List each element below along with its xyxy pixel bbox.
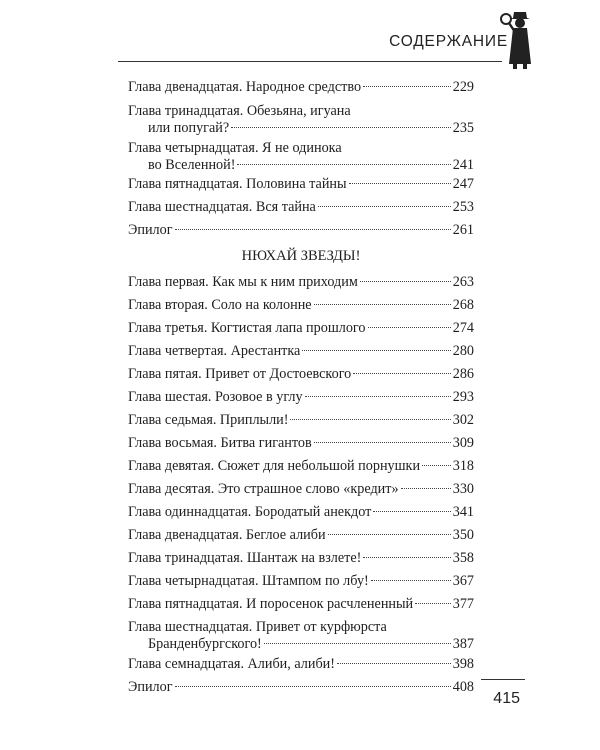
toc-entry-title-cont: Бранденбургского!	[148, 636, 262, 652]
toc-entry-page: 367	[452, 573, 474, 589]
toc-entry-title: Глава шестая. Розовое в углу	[128, 389, 303, 405]
toc-entry[interactable]	[128, 656, 474, 673]
toc-entry-page: 309	[452, 435, 474, 451]
toc-entry-title-cont: во Вселенной!	[148, 157, 236, 173]
toc-entry-page: 241	[452, 157, 474, 173]
toc-entry-page: 358	[452, 550, 474, 566]
toc-entry[interactable]	[128, 366, 474, 383]
toc-entry-title: Эпилог	[128, 222, 173, 238]
toc-entry-title: Глава тринадцатая. Шантаж на взлете!	[128, 550, 362, 566]
toc-entry-title: Глава девятая. Сюжет для небольшой порнушки	[128, 458, 421, 474]
toc-entry[interactable]	[128, 435, 474, 452]
toc-entry-title: Глава пятнадцатая. Половина тайны	[128, 176, 347, 192]
toc-entry-title: Глава пятая. Привет от Достоевского	[128, 366, 352, 382]
toc-entry[interactable]	[128, 222, 474, 239]
toc-entry-title: Глава шестнадцатая. Вся тайна	[128, 199, 316, 215]
toc-entry-title: Глава четырнадцатая. Штампом по лбу!	[128, 573, 369, 589]
toc-entry-page: 286	[452, 366, 474, 382]
toc-entry[interactable]	[128, 679, 474, 696]
page-number: 415	[493, 690, 520, 707]
toc-entry-page: 408	[452, 679, 474, 695]
toc-entry-page: 247	[452, 176, 474, 192]
toc-entry-title: Глава седьмая. Приплыли!	[128, 412, 289, 428]
toc-entry[interactable]	[128, 140, 474, 174]
toc-entry-title: Глава тринадцатая. Обезьяна, игуана	[128, 103, 351, 119]
header-title: СОДЕРЖАНИЕ	[389, 33, 508, 50]
toc-entry[interactable]	[128, 412, 474, 429]
toc-entry[interactable]	[128, 297, 474, 314]
toc-entry-page: 341	[452, 504, 474, 520]
toc-entry[interactable]	[128, 527, 474, 544]
toc-entry[interactable]	[128, 320, 474, 337]
toc-entry[interactable]	[128, 176, 474, 193]
toc-entry-title: Глава двенадцатая. Народное средство	[128, 79, 362, 95]
toc-entry-title: Глава четвертая. Арестантка	[128, 343, 301, 359]
toc-entry[interactable]	[128, 458, 474, 475]
toc-entry-page: 398	[452, 656, 474, 672]
toc-entry[interactable]	[128, 596, 474, 613]
toc-entry-page: 268	[452, 297, 474, 313]
toc-entry-title: Глава вторая. Соло на колонне	[128, 297, 312, 313]
header-rule	[118, 61, 502, 62]
toc-entry-page: 318	[452, 458, 474, 474]
toc-entry-page: 263	[452, 274, 474, 290]
toc-entry[interactable]	[128, 573, 474, 590]
toc-entry-page: 330	[452, 481, 474, 497]
toc-entry[interactable]	[128, 504, 474, 521]
toc-entry-title: Глава восьмая. Битва гигантов	[128, 435, 312, 451]
toc-entry-title: Глава одиннадцатая. Бородатый анекдот	[128, 504, 372, 520]
toc-entry-title: Глава первая. Как мы к ним приходим	[128, 274, 358, 290]
toc-entry-page: 274	[452, 320, 474, 336]
toc-entry[interactable]	[128, 389, 474, 406]
toc-entry-title-cont: или попугай?	[148, 120, 230, 136]
toc-entry-page: 253	[452, 199, 474, 215]
toc-entry[interactable]	[128, 79, 474, 96]
toc-entry-page: 350	[452, 527, 474, 543]
toc-entry-page: 302	[452, 412, 474, 428]
footer-rule	[481, 679, 525, 680]
toc-entry[interactable]	[128, 103, 474, 137]
toc-entry[interactable]	[128, 274, 474, 291]
toc-entry-page: 387	[452, 636, 474, 652]
toc-entry[interactable]	[128, 199, 474, 216]
toc-entry[interactable]	[128, 550, 474, 567]
detective-magnifier-icon	[498, 6, 542, 70]
toc-entry-title: Глава десятая. Это страшное слово «кредит»	[128, 481, 399, 497]
toc-entry[interactable]	[128, 343, 474, 360]
toc-entry-page: 280	[452, 343, 474, 359]
toc-entry[interactable]	[128, 619, 474, 653]
toc-entry-title: Глава двенадцатая. Беглое алиби	[128, 527, 326, 543]
toc-entry-page: 293	[452, 389, 474, 405]
toc-entry-title: Глава четырнадцатая. Я не одинока	[128, 140, 342, 156]
toc-entry[interactable]	[128, 481, 474, 498]
toc-entry-title: Глава шестнадцатая. Привет от курфюрста	[128, 619, 387, 635]
toc-entry-page: 229	[452, 79, 474, 95]
toc-entry-title: Эпилог	[128, 679, 173, 695]
toc-entry-title: Глава пятнадцатая. И поросенок расчлененный	[128, 596, 414, 612]
toc-entry-page: 377	[452, 596, 474, 612]
section-title: НЮХАЙ ЗВЕЗДЫ!	[241, 248, 361, 264]
toc-entry-page: 235	[452, 120, 474, 136]
toc-entry-title: Глава семнадцатая. Алиби, алиби!	[128, 656, 335, 672]
toc-entry-title: Глава третья. Когтистая лапа прошлого	[128, 320, 366, 336]
toc-entry-page: 261	[452, 222, 474, 238]
